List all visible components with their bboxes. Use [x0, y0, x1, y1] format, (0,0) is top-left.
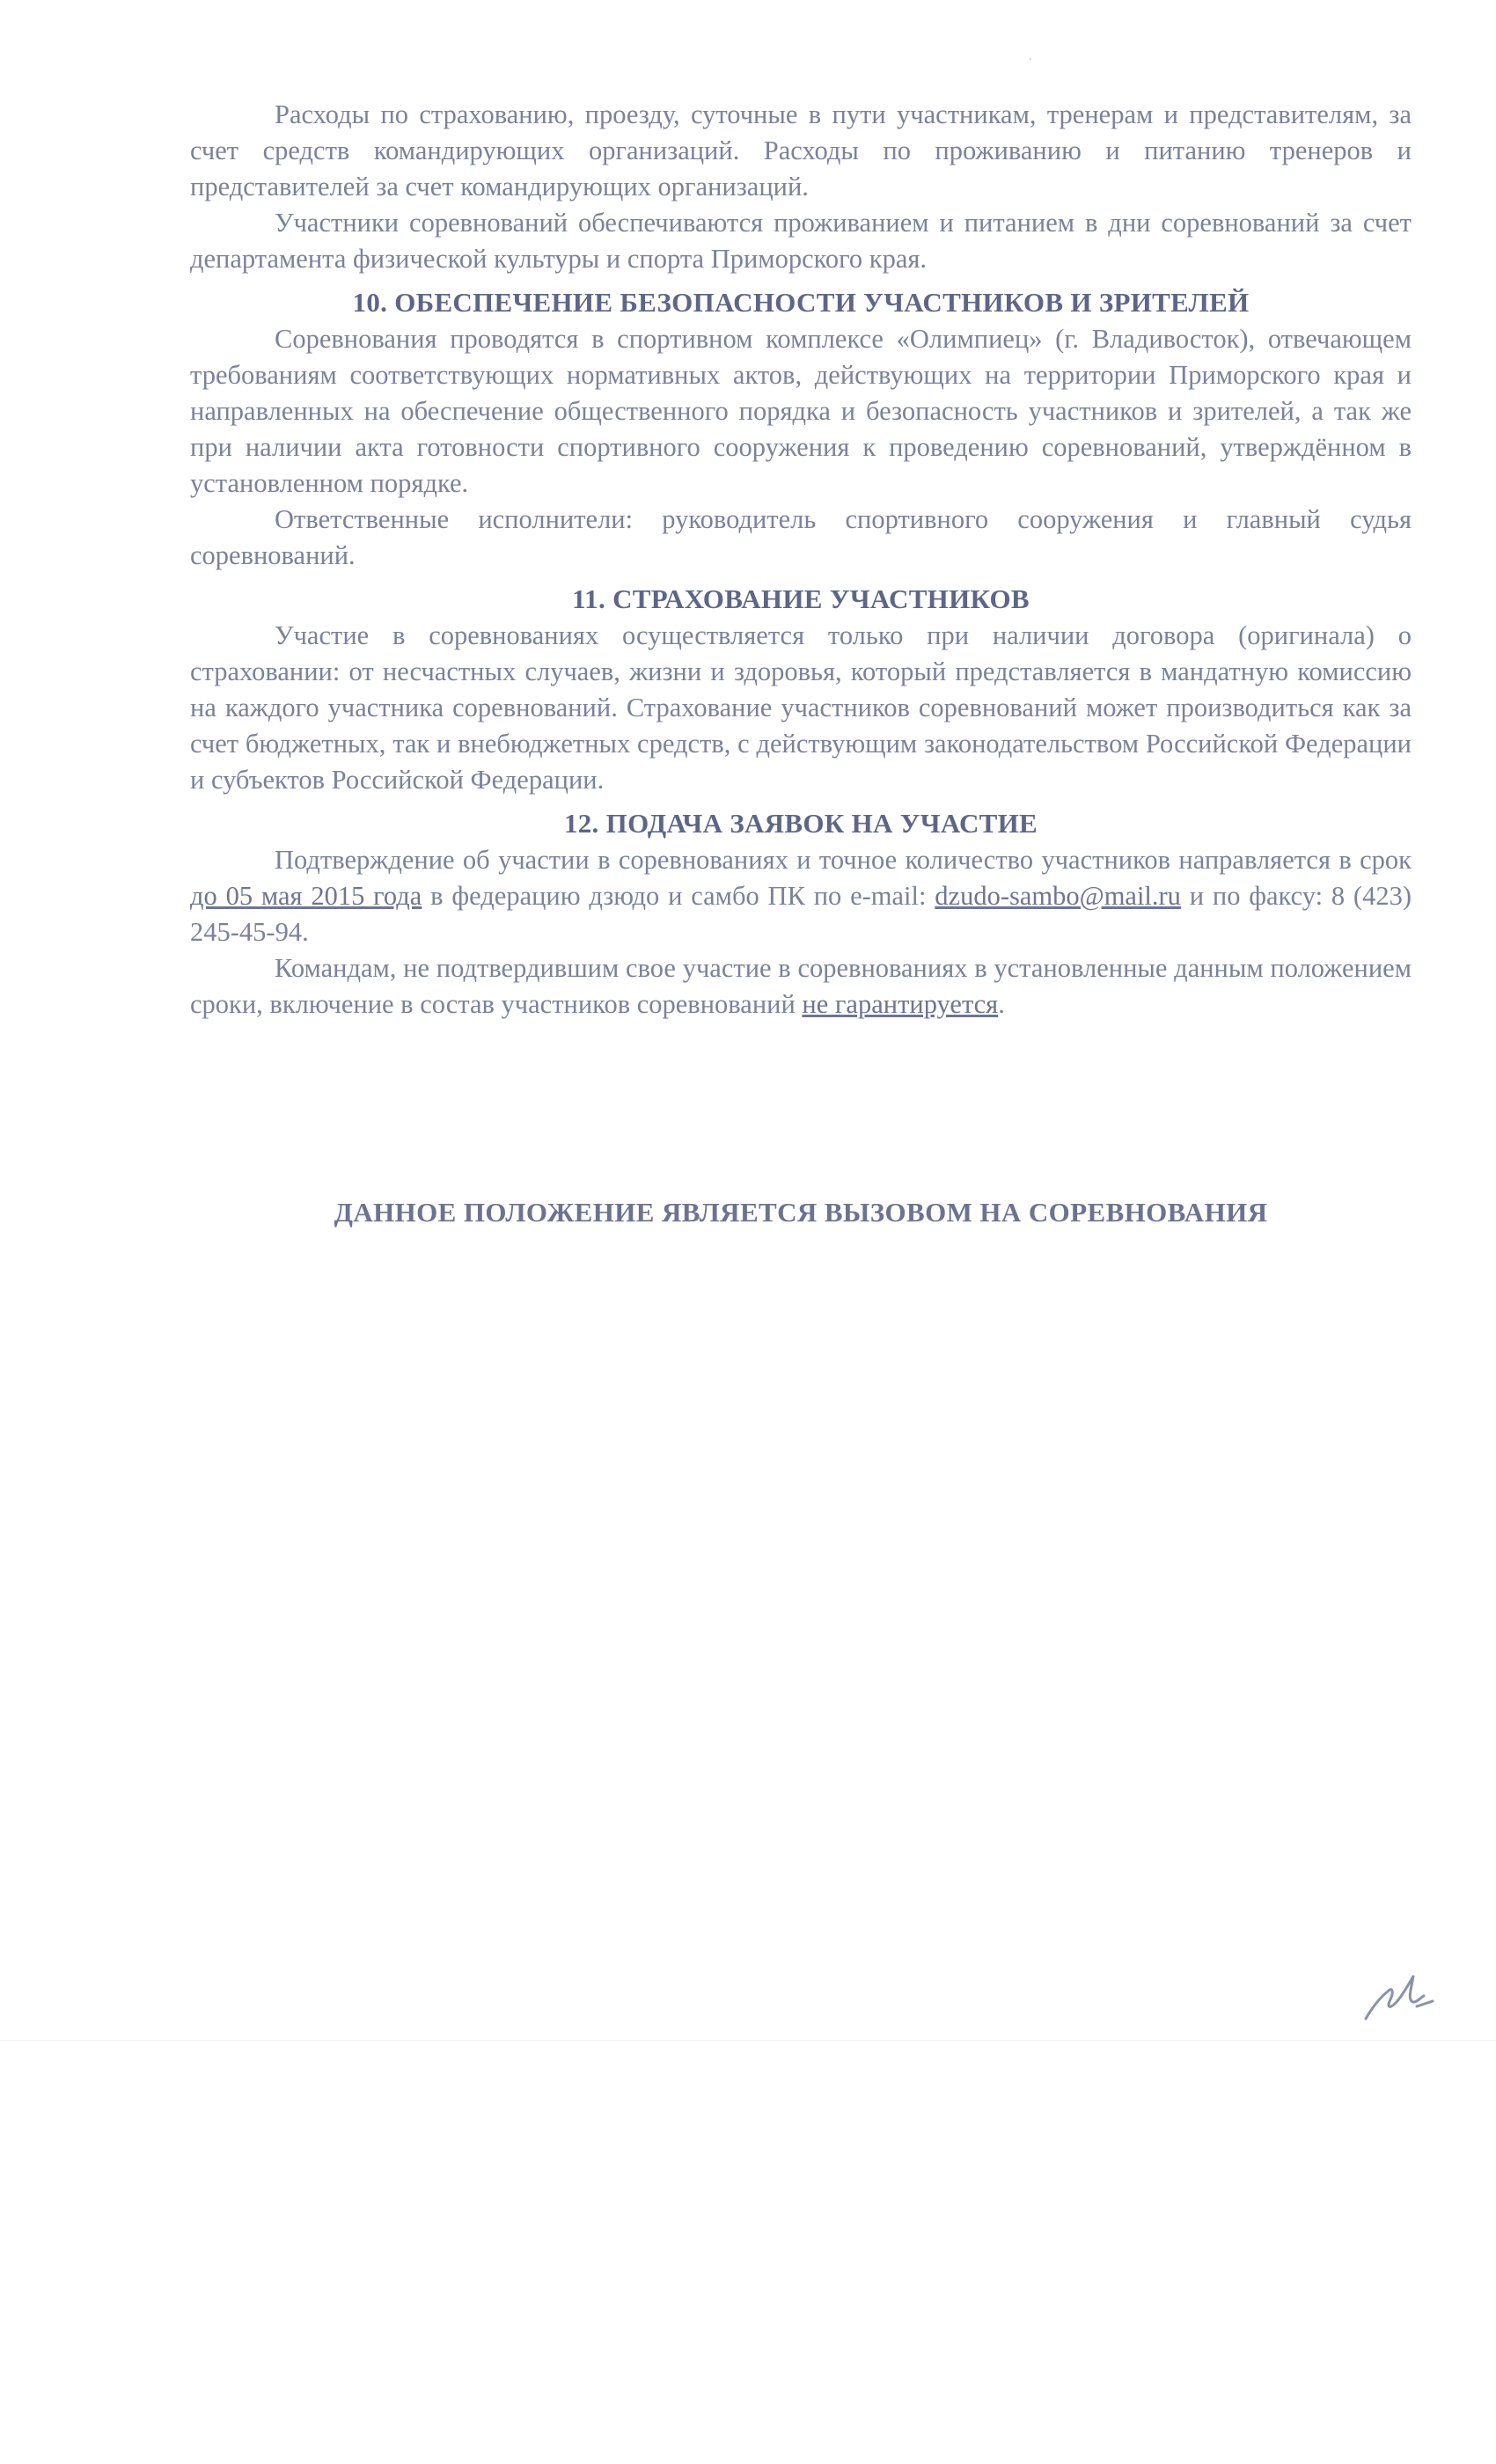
expenses-paragraph: Расходы по страхованию, проезду, суточные в пути участникам, тренерам и представителям, за счет средств командирующих организаций. Расходы по проживанию и питанию тренеров и представителей за счет командирующих организаций. [190, 99, 1412, 202]
no-guarantee-text-1: Командам, не подтвердившим свое участие в соревнованиях в установленные данным положением сроки, включение в состав участников соревнований [190, 953, 1412, 1019]
not-guaranteed-phrase: не гарантируется [802, 989, 999, 1019]
application-text-1: Подтверждение об участии в соревнованиях и точное количество участников направляется в срок [275, 845, 1412, 875]
deadline-date: до 05 мая 2015 года [190, 881, 422, 911]
venue-safety-paragraph: Соревнования проводятся в спортивном комплексе «Олимпиец» (г. Владивосток), отвечающем требованиям соответствующих нормативных актов, действующих на территории Приморского края и направленных на обеспечение общественного порядка и безопасность участников и зрителей, а так же при наличии акта готовности спортивного сооружения к проведению соревнований, утверждённом в установленном порядке. [190, 324, 1412, 498]
no-guarantee-paragraph [190, 950, 1412, 1023]
section-10-heading: 10. ОБЕСПЕЧЕНИЕ БЕЗОПАСНОСТИ УЧАСТНИКОВ И ЗРИТЕЛЕЙ [352, 287, 1250, 318]
accommodation-paragraph: Участники соревнований обеспечиваются проживанием и питанием в дни соревнований за счет департамента физической культуры и спорта Приморского края. [190, 208, 1412, 274]
closing-statement: ДАННОЕ ПОЛОЖЕНИЕ ЯВЛЯЕТСЯ ВЫЗОВОМ НА СОРЕВНОВАНИЯ [334, 1197, 1268, 1228]
fax-text: и по факсу: 8 (423) 245-45-94. [190, 881, 1412, 947]
responsible-persons-paragraph: Ответственные исполнители: руководитель спортивного сооружения и главный судья соревнований. [190, 504, 1412, 570]
document-body [190, 97, 1412, 1023]
scan-edge [0, 2040, 1496, 2041]
no-guarantee-text-2: . [998, 989, 1005, 1019]
scan-speck [1030, 58, 1031, 60]
section-12-heading: 12. ПОДАЧА ЗАЯВОК НА УЧАСТИЕ [563, 808, 1038, 839]
signature-mark [1362, 1971, 1436, 2024]
application-text-2: в федерацию дзюдо и самбо ПК по e-mail: [422, 881, 935, 911]
insurance-paragraph: Участие в соревнованиях осуществляется только при наличии договора (оригинала) о страховании: от несчастных случаев, жизни и здоровья, который представляется в мандатную комиссию на каждого участника соревнований. Страхование участников соревнований может производиться как за счет бюджетных, так и внебюджетных средств, с действующим законодательством Российской Федерации и субъектов Российской Федерации. [190, 620, 1412, 795]
application-paragraph [190, 842, 1412, 950]
email-link[interactable]: dzudo-sambo@mail.ru [935, 881, 1181, 911]
section-11-heading: 11. СТРАХОВАНИЕ УЧАСТНИКОВ [572, 583, 1030, 614]
